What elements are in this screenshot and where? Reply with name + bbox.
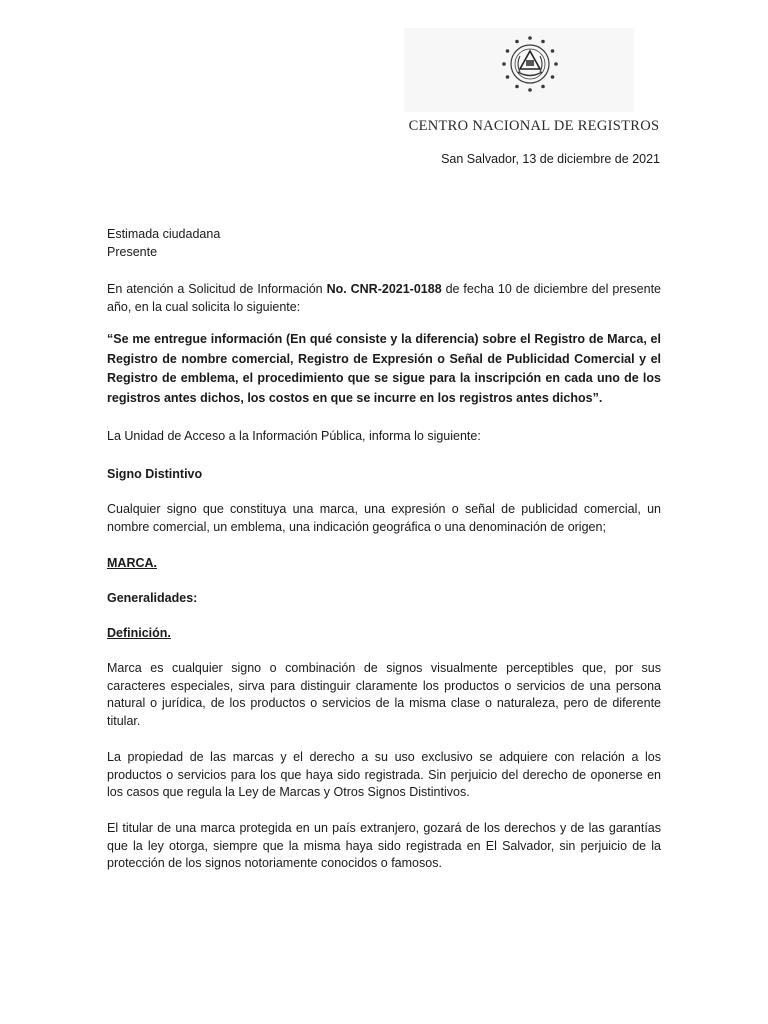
- paragraph-text: La propiedad de las marcas y el derecho a su uso exclusivo se adquiere con relación a los productos o servicios para los que haya sido registrada. Sin perjuicio del derecho de oponerse en los casos que regula la Ley de Marcas y Otros Signos Distintivos.: [107, 750, 661, 799]
- property-paragraph: [107, 749, 661, 802]
- quote-text: “Se me entregue información (En qué consiste y la diferencia) sobre el Registro de Marca, el Registro de nombre comercial, Registro de Expresión o Señal de Publicidad Comercial y el Registro de emblema, el procedimiento que se sigue para la inscripción en cada uno de los registros antes dichos, los costos en que se incurre en los registros antes dichos”.: [107, 332, 661, 405]
- paragraph-text: Marca es cualquier signo o combinación de signos visualmente perceptibles que, por sus caracteres especiales, sirva para distinguir claramente los productos o servicios de una persona natural o jurídica, de los productos o servicios de la misma clase o naturaleza, pero de diferente titular.: [107, 661, 661, 728]
- heading-marca: [107, 555, 661, 573]
- salutation-line: Estimada ciudadana: [107, 227, 221, 241]
- coat-of-arms-seal-icon: [500, 34, 560, 94]
- organization-name: CENTRO NACIONAL DE REGISTROS: [408, 118, 660, 134]
- heading-signo-distintivo: [107, 466, 661, 484]
- heading-generalidades: [107, 590, 661, 608]
- paragraph-text: El titular de una marca protegida en un país extranjero, gozará de los derechos y de las garantías que la ley otorga, siempre que la misma haya sido registrada en El Salvador, sin perjuicio de la protección de los signos notoriamente conocidos o famosos.: [107, 821, 661, 870]
- informs-text: La Unidad de Acceso a la Información Pública, informa lo siguiente:: [107, 429, 481, 443]
- signo-paragraph: [107, 501, 661, 536]
- request-quote: [107, 330, 661, 408]
- salutation-line: Presente: [107, 244, 158, 259]
- definition-paragraph: [107, 660, 661, 730]
- section-heading: Generalidades:: [107, 591, 198, 605]
- request-number: No. CNR-2021-0188: [326, 282, 442, 296]
- intro-text: de fecha 10 de diciembre del presente año, en la cual solicita lo siguiente:: [107, 282, 661, 314]
- informs-line: [107, 428, 661, 446]
- section-heading: Signo Distintivo: [107, 467, 203, 481]
- salutation: [107, 226, 661, 261]
- paragraph-text: Cualquier signo que constituya una marca, una expresión o señal de publicidad comercial, un nombre comercial, un emblema, una indicación geográfica o una denominación de origen;: [107, 502, 661, 534]
- section-heading: MARCA.: [107, 556, 157, 570]
- section-heading: Definición.: [107, 626, 171, 640]
- letterhead: [398, 28, 670, 138]
- holder-paragraph: [107, 820, 661, 873]
- intro-text: En atención a Solicitud de Información: [107, 282, 327, 296]
- heading-definicion: [107, 625, 661, 643]
- date-line: San Salvador, 13 de diciembre de 2021: [441, 152, 660, 166]
- intro-paragraph: [107, 281, 661, 316]
